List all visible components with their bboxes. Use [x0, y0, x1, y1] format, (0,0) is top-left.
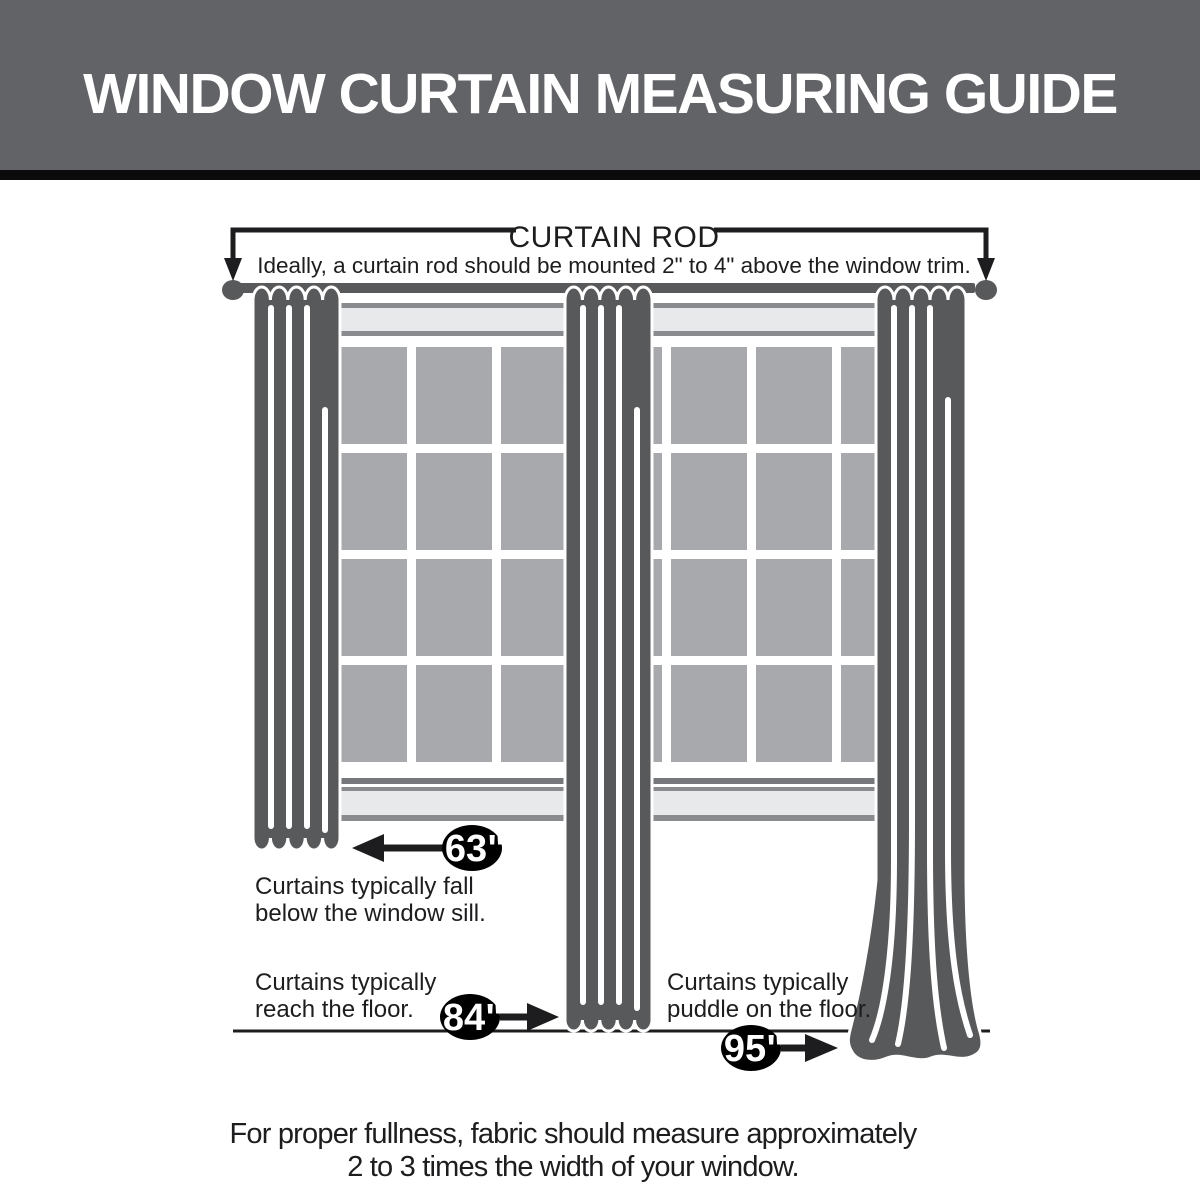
- rod-finial-left: [222, 280, 244, 300]
- puddle-note-line2: puddle on the floor.: [667, 996, 872, 1023]
- measurement-84: [255, 969, 559, 1040]
- footer-line1: For proper fullness, fabric should measure approximately: [229, 1118, 917, 1150]
- measurement-value-84: 84": [442, 997, 504, 1039]
- curtain-middle-floor-length: [565, 287, 652, 1031]
- curtain-rod-annotation: [224, 221, 995, 281]
- footer-line2: 2 to 3 times the width of your window.: [347, 1151, 799, 1183]
- page-title: WINDOW CURTAIN MEASURING GUIDE: [83, 62, 1117, 126]
- rod-finial-right: [975, 280, 997, 300]
- sill-note-line1: Curtains typically fall: [255, 873, 474, 900]
- measurement-value-63: 63": [444, 828, 506, 870]
- down-arrow-icon-right: [977, 258, 995, 281]
- down-arrow-icon-left: [224, 258, 242, 281]
- floor-note-line2: reach the floor.: [255, 996, 414, 1023]
- floor-note-line1: Curtains typically: [255, 969, 437, 996]
- curtain-left-sill-length: [253, 287, 340, 850]
- curtain-rod-label: CURTAIN ROD: [508, 221, 720, 254]
- measurement-95: [667, 969, 871, 1071]
- footer-note: [0, 1118, 1146, 1184]
- puddle-note-line1: Curtains typically: [667, 969, 849, 996]
- right-arrow-icon: [805, 1034, 838, 1062]
- curtain-rod-caption: Ideally, a curtain rod should be mounted 2" to 4" above the window trim.: [257, 253, 971, 278]
- measurement-value-95: 95": [723, 1028, 785, 1070]
- right-arrow-icon: [527, 1003, 559, 1031]
- left-arrow-icon: [352, 834, 384, 862]
- sill-note-line2: below the window sill.: [255, 900, 486, 927]
